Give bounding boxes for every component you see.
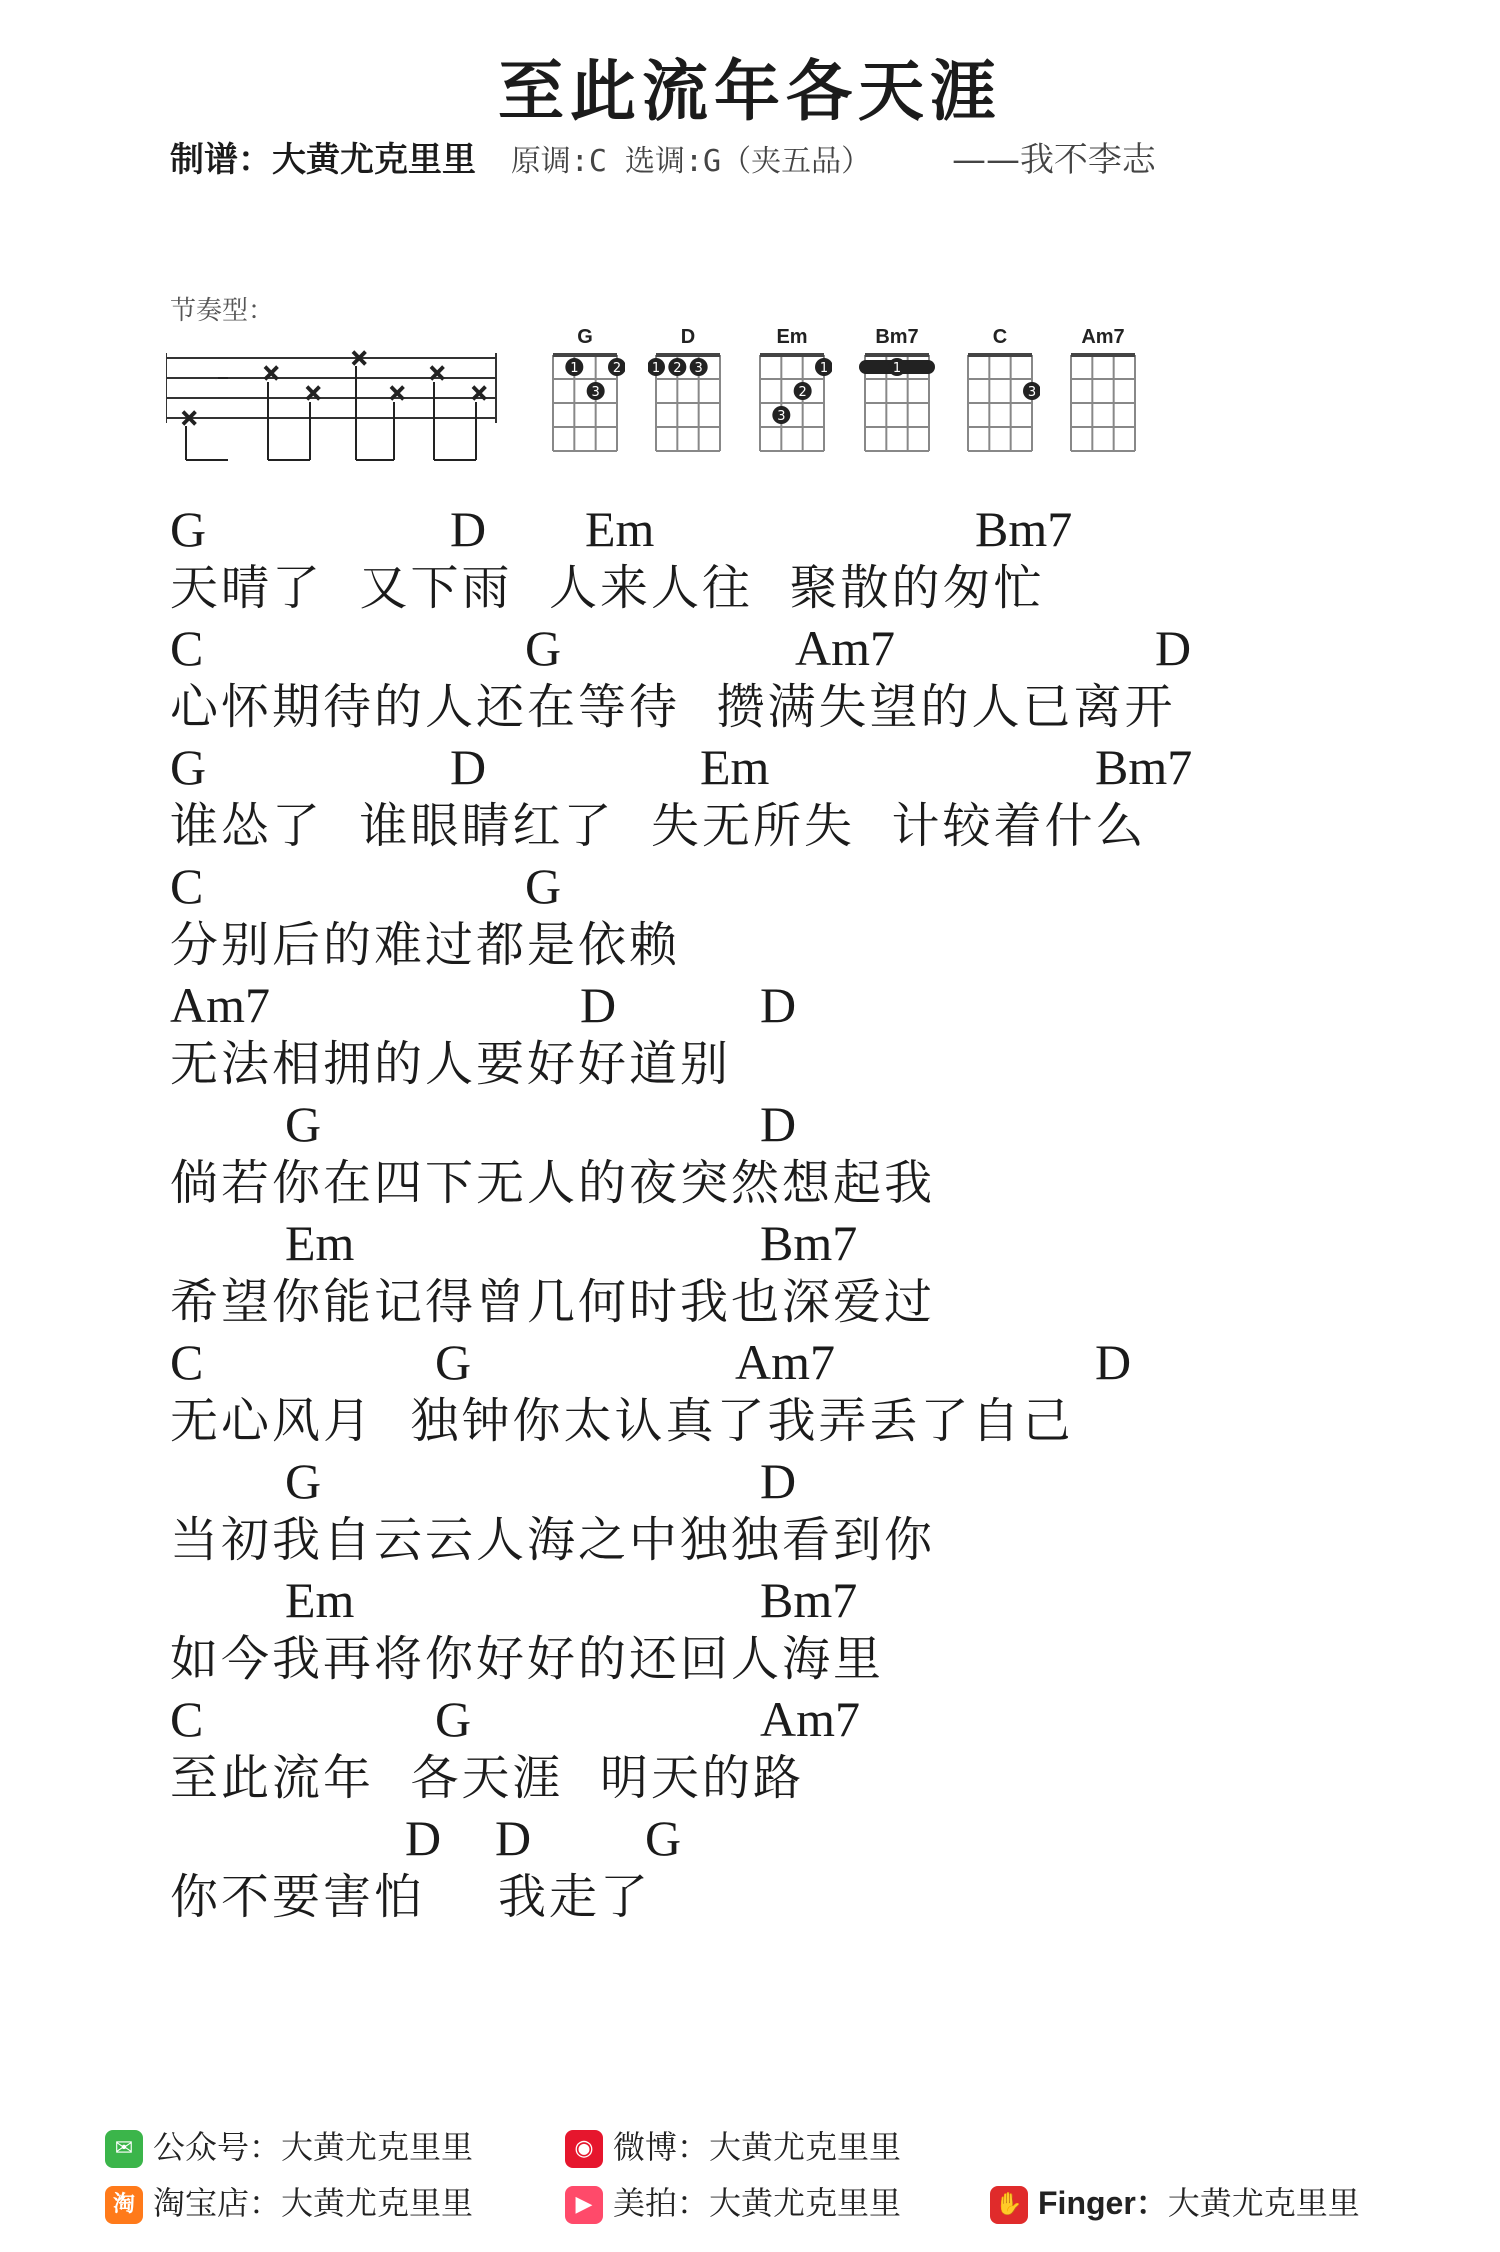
- footer-taobao: [105, 2178, 473, 2224]
- chord-symbol: C: [170, 1334, 204, 1390]
- rhythm-label: 节奏型：: [170, 296, 275, 326]
- svg-text:×: ×: [350, 346, 369, 371]
- chord-symbol: Am7: [760, 1691, 860, 1747]
- wechat-icon: ✉: [105, 2130, 143, 2168]
- chord-symbol: G: [435, 1691, 472, 1747]
- chord-grid: [857, 349, 937, 459]
- chord-line: [170, 1571, 1370, 1629]
- singer-credit: ——我不李志: [951, 140, 1156, 180]
- lyric-line: 至此流年 各天涯 明天的路: [170, 1750, 805, 1806]
- chord-symbol: Am7: [735, 1334, 835, 1390]
- chord-symbol: G: [645, 1810, 682, 1866]
- chord-diagram-name: D: [680, 326, 696, 348]
- svg-text:×: ×: [262, 361, 281, 386]
- finger-label: Finger：: [1038, 2185, 1168, 2221]
- arranger-credit: 制谱：大黄尤克里里: [170, 140, 476, 180]
- chord-symbol: D: [760, 1453, 797, 1509]
- chord-symbol: Bm7: [760, 1215, 858, 1271]
- rhythm-pattern: [166, 338, 506, 478]
- lyric-line: 心怀期待的人还在等待 攒满失望的人已离开: [170, 679, 1176, 735]
- lyric-line: 天晴了 又下雨 人来人往 聚散的匆忙: [170, 560, 1045, 616]
- chord-symbol: G: [285, 1453, 322, 1509]
- meipai-icon: ▶: [565, 2186, 603, 2224]
- song-title: 至此流年各天涯: [498, 53, 1002, 130]
- footer-weibo: [565, 2122, 901, 2168]
- finger-number: 1: [570, 361, 579, 376]
- chord-symbol: C: [170, 1691, 204, 1747]
- chord-grid: [648, 349, 728, 459]
- chord-symbol: Em: [700, 739, 770, 795]
- key-info: 原调:C 选调:G（夹五品）: [510, 144, 872, 179]
- finger-number: 1: [819, 361, 829, 376]
- finger-name: 大黄尤克里里: [1167, 2184, 1360, 2222]
- finger-number: 3: [591, 385, 600, 400]
- lyric-line: 如今我再将你好好的还回人海里: [170, 1631, 885, 1687]
- chord-diagram-name: G: [577, 326, 593, 348]
- footer-wechat: [105, 2122, 473, 2168]
- chord-grid: [545, 349, 625, 459]
- chord-line: [170, 1214, 1370, 1272]
- chord-grid: [960, 349, 1040, 459]
- chord-diagram-name: Am7: [1081, 326, 1125, 348]
- chord-line: [170, 500, 1370, 558]
- chord-diagram-c: [960, 326, 1040, 463]
- lyric-line: 谁怂了 谁眼睛红了 失无所失 计较着什么: [170, 798, 1147, 854]
- finger-number: 2: [612, 361, 622, 376]
- chord-symbol: D: [1095, 1334, 1132, 1390]
- chord-symbol: D: [580, 977, 617, 1033]
- chord-line: [170, 738, 1370, 796]
- lyric-line: 你不要害怕 我走了: [170, 1869, 652, 1925]
- finger-number: 1: [892, 361, 902, 376]
- svg-text:×: ×: [388, 381, 407, 406]
- chord-diagram-g: [545, 326, 625, 463]
- header-line: [170, 132, 1370, 181]
- chord-symbol: Bm7: [975, 501, 1073, 557]
- chord-symbol: Bm7: [1095, 739, 1193, 795]
- chord-symbol: G: [435, 1334, 472, 1390]
- finger-number: 2: [798, 385, 807, 400]
- chord-diagram-name: C: [992, 326, 1008, 348]
- chord-symbol: D: [1155, 620, 1192, 676]
- chord-symbol: Em: [285, 1572, 355, 1628]
- finger-number: 3: [694, 361, 703, 376]
- weibo-text: 微博：大黄尤克里里: [613, 2128, 902, 2166]
- finger-number: 3: [1027, 385, 1037, 400]
- chord-diagram-d: [648, 326, 728, 463]
- chord-symbol: C: [170, 858, 204, 914]
- chord-sheet: [170, 500, 1370, 1928]
- chord-diagram-em: [752, 326, 832, 463]
- chord-line: [170, 1095, 1370, 1153]
- lyric-line: 分别后的难过都是依赖: [170, 917, 681, 973]
- lyric-line: 倘若你在四下无人的夜突然想起我: [170, 1155, 936, 1211]
- chord-grid: [1063, 349, 1143, 459]
- chord-symbol: Em: [285, 1215, 355, 1271]
- chord-symbol: D: [760, 977, 797, 1033]
- chord-diagram-name: Em: [776, 326, 808, 348]
- lyric-line: 无法相拥的人要好好道别: [170, 1036, 732, 1092]
- finger-icon: ✋: [990, 2186, 1028, 2224]
- svg-text:×: ×: [470, 381, 489, 406]
- chord-symbol: G: [525, 858, 562, 914]
- footer-meipai: [565, 2178, 901, 2224]
- chord-symbol: C: [170, 620, 204, 676]
- chord-diagram-name: Bm7: [875, 326, 919, 348]
- svg-text:×: ×: [180, 406, 199, 431]
- finger-number: 3: [777, 409, 786, 424]
- lyric-line: 希望你能记得曾几何时我也深爱过: [170, 1274, 936, 1330]
- taobao-icon: 淘: [105, 2186, 143, 2224]
- chord-symbol: G: [285, 1096, 322, 1152]
- footer-finger: [990, 2178, 1360, 2224]
- taobao-text: 淘宝店：大黄尤克里里: [153, 2184, 474, 2222]
- chord-symbol: D: [495, 1810, 532, 1866]
- chord-symbol: Am7: [795, 620, 895, 676]
- chord-line: [170, 976, 1370, 1034]
- chord-symbol: Em: [585, 501, 655, 557]
- wechat-text: 公众号：大黄尤克里里: [153, 2128, 474, 2166]
- chord-symbol: D: [405, 1810, 442, 1866]
- finger-number: 1: [651, 361, 661, 376]
- chord-line: [170, 1452, 1370, 1510]
- svg-text:×: ×: [304, 381, 323, 406]
- lyric-line: 无心风月 独钟你太认真了我弄丢了自己: [170, 1393, 1074, 1449]
- chord-symbol: Am7: [170, 977, 270, 1033]
- chord-symbol: Bm7: [760, 1572, 858, 1628]
- meipai-text: 美拍：大黄尤克里里: [613, 2184, 902, 2222]
- finger-number: 2: [673, 361, 682, 376]
- lyric-line: 当初我自云云人海之中独独看到你: [170, 1512, 936, 1568]
- chord-line: [170, 619, 1370, 677]
- svg-text:×: ×: [428, 361, 447, 386]
- chord-symbol: D: [760, 1096, 797, 1152]
- chord-symbol: D: [450, 501, 487, 557]
- chord-diagram-bm7: [857, 326, 937, 463]
- chord-symbol: D: [450, 739, 487, 795]
- chord-symbol: G: [170, 739, 207, 795]
- chord-line: [170, 1333, 1370, 1391]
- weibo-icon: ◉: [565, 2130, 603, 2168]
- chord-line: [170, 1809, 1370, 1867]
- chord-line: [170, 1690, 1370, 1748]
- chord-symbol: G: [525, 620, 562, 676]
- chord-diagram-am7: [1063, 326, 1143, 463]
- chord-symbol: G: [170, 501, 207, 557]
- chord-line: [170, 857, 1370, 915]
- chord-grid: [752, 349, 832, 459]
